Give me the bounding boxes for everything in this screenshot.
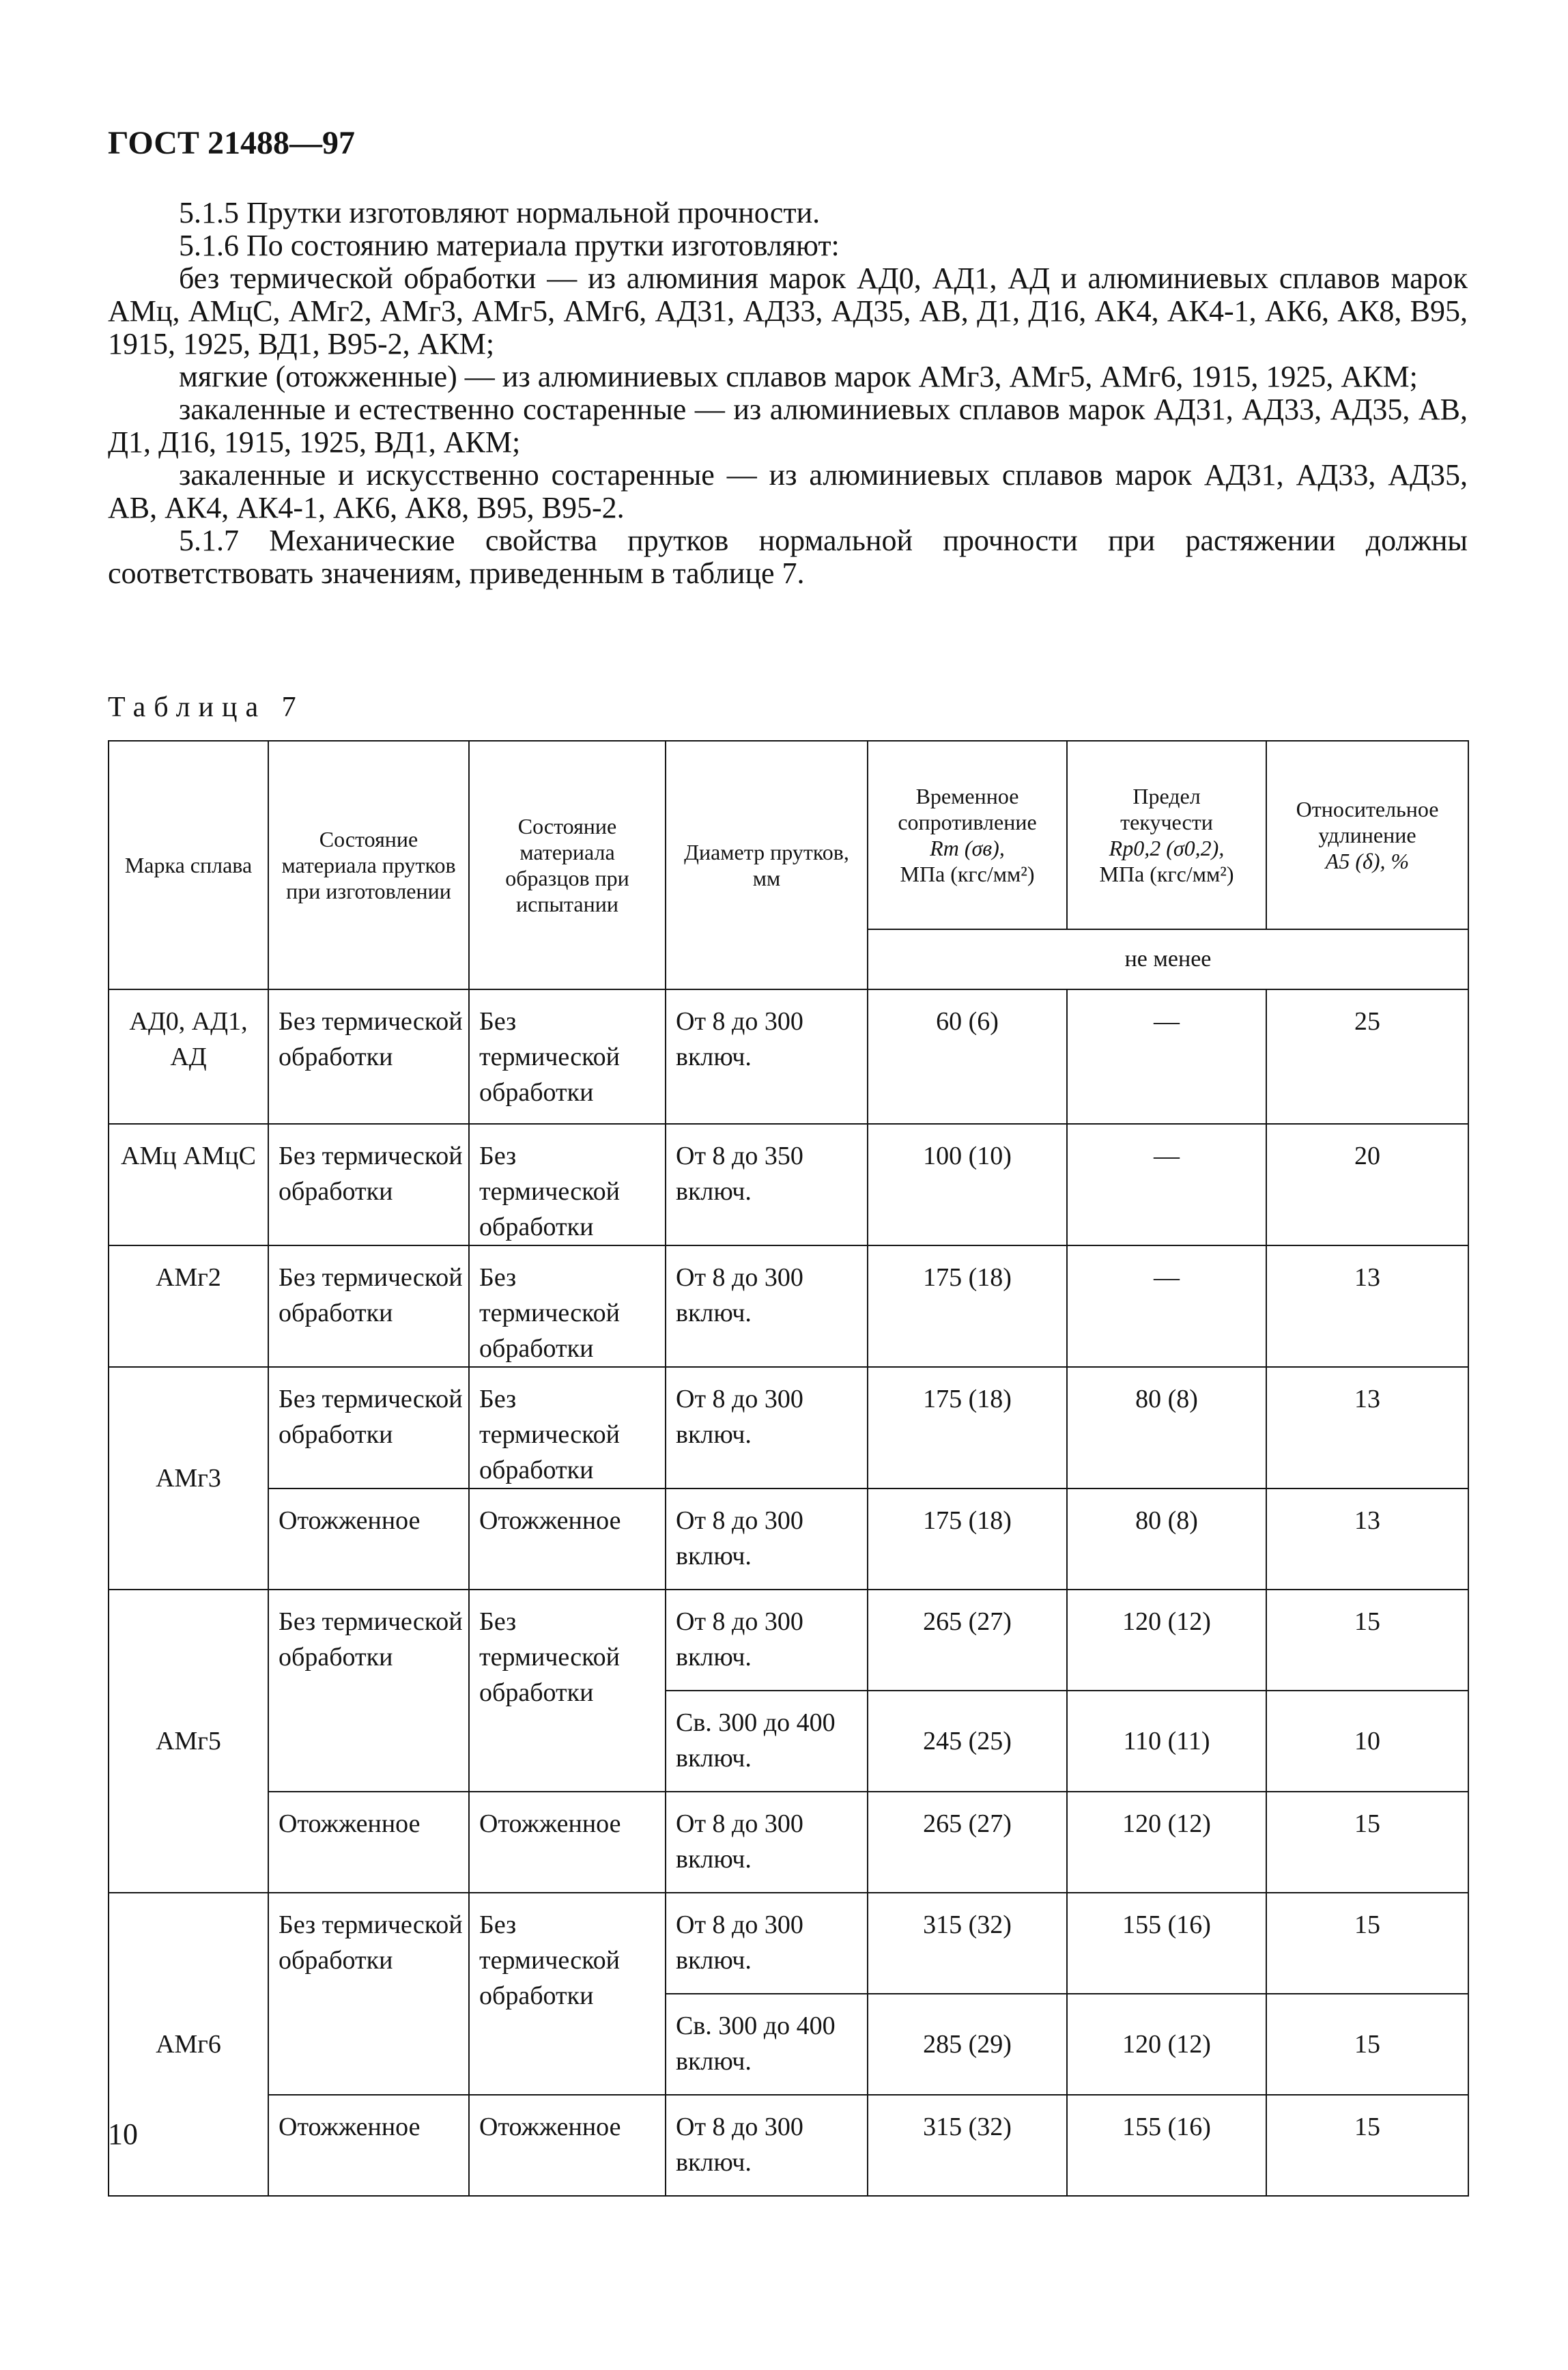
table-row xyxy=(109,1245,1468,1367)
paragraph: 5.1.5 Прутки изготовляют нормальной прочности. xyxy=(179,196,821,229)
cell-rp: 110 (11) xyxy=(1067,1691,1266,1792)
cell-diameter: Св. 300 до 400 включ. xyxy=(666,1994,868,2095)
cell-rp: 80 (8) xyxy=(1067,1489,1266,1590)
header-state-manufacture: Состояние материала прутков при изготовлении xyxy=(268,741,469,989)
cell-a5: 13 xyxy=(1266,1367,1468,1489)
paragraph: 5.1.7 Механические свойства прутков нормальной прочности при растяжении должны соответствовать значениям, приведенным в таблице 7. xyxy=(108,524,1468,590)
cell-state-manufacture: Без термической обработки xyxy=(268,1124,469,1245)
cell-a5: 15 xyxy=(1266,2095,1468,2196)
table-row xyxy=(109,2095,1468,2196)
cell-state-test: Отожженное xyxy=(469,2095,666,2196)
table-row xyxy=(109,1124,1468,1245)
cell-state-manufacture: Отожженное xyxy=(268,1489,469,1590)
cell-state-manufacture: Без термической обработки xyxy=(268,1590,469,1792)
cell-state-manufacture: Без термической обработки xyxy=(268,1367,469,1489)
cell-grade: АД0, АД1, АД xyxy=(109,989,268,1124)
cell-a5: 15 xyxy=(1266,1994,1468,2095)
table-row xyxy=(109,1893,1468,1994)
cell-state-manufacture: Без термической обработки xyxy=(268,989,469,1124)
cell-rm: 265 (27) xyxy=(868,1590,1067,1691)
cell-diameter: От 8 до 300 включ. xyxy=(666,1893,868,1994)
paragraph: 5.1.6 По состоянию материала прутки изготовляют: xyxy=(179,229,840,262)
cell-rm: 175 (18) xyxy=(868,1367,1067,1489)
cell-a5: 25 xyxy=(1266,989,1468,1124)
header-tensile: Временное сопротивление Rm (σв), МПа (кгс/мм²) xyxy=(868,741,1067,929)
header-diameter: Диаметр прутков, мм xyxy=(666,741,868,989)
table-row xyxy=(109,1367,1468,1489)
cell-grade: АМг3 xyxy=(109,1367,268,1590)
cell-state-manufacture: Отожженное xyxy=(268,1792,469,1893)
cell-state-manufacture: Без термической обработки xyxy=(268,1893,469,2095)
cell-diameter: От 8 до 300 включ. xyxy=(666,989,868,1124)
header-grade: Марка сплава xyxy=(109,741,268,989)
table-caption: Таблица 7 xyxy=(108,692,304,723)
cell-diameter: От 8 до 300 включ. xyxy=(666,1367,868,1489)
paragraph: закаленные и естественно состаренные — из алюминиевых сплавов марок АД31, АД33, АД35, АВ, Д1, Д16, 1915, 1925, ВД1, АКМ; xyxy=(108,393,1468,459)
cell-state-test: Без термической обработки xyxy=(469,1590,666,1792)
cell-rm: 175 (18) xyxy=(868,1489,1067,1590)
properties-table xyxy=(108,740,1469,2197)
table-row xyxy=(109,989,1468,1124)
cell-a5: 15 xyxy=(1266,1590,1468,1691)
table-row xyxy=(109,1590,1468,1691)
header-not-less: не менее xyxy=(868,929,1468,989)
cell-diameter: От 8 до 300 включ. xyxy=(666,1792,868,1893)
cell-state-manufacture: Без термической обработки xyxy=(268,1245,469,1367)
cell-rp: 80 (8) xyxy=(1067,1367,1266,1489)
cell-state-manufacture: Отожженное xyxy=(268,2095,469,2196)
cell-rm: 315 (32) xyxy=(868,2095,1067,2196)
cell-rm: 60 (6) xyxy=(868,989,1067,1124)
cell-rp: 120 (12) xyxy=(1067,1792,1266,1893)
cell-rm: 175 (18) xyxy=(868,1245,1067,1367)
paragraph: мягкие (отожженные) — из алюминиевых сплавов марок АМг3, АМг5, АМг6, 1915, 1925, АКМ; xyxy=(179,360,1418,393)
cell-diameter: От 8 до 350 включ. xyxy=(666,1124,868,1245)
cell-rp: 155 (16) xyxy=(1067,2095,1266,2196)
cell-a5: 13 xyxy=(1266,1489,1468,1590)
cell-diameter: От 8 до 300 включ. xyxy=(666,1590,868,1691)
paragraph: без термической обработки — из алюминия марок АД0, АД1, АД и алюминиевых сплавов марок АМц, АМцС, АМг2, АМг3, АМг5, АМг6, АД31, АД33, АД35, АВ, Д1, Д16, АК4, АК4-1, АК6, АК8, В95, 1915, 1925, ВД1, В95-2, АКМ; xyxy=(108,262,1468,361)
cell-rm: 245 (25) xyxy=(868,1691,1067,1792)
cell-a5: 20 xyxy=(1266,1124,1468,1245)
cell-rp: 155 (16) xyxy=(1067,1893,1266,1994)
cell-a5: 13 xyxy=(1266,1245,1468,1367)
cell-diameter: Св. 300 до 400 включ. xyxy=(666,1691,868,1792)
cell-grade: АМц АМцС xyxy=(109,1124,268,1245)
cell-rp: — xyxy=(1067,1245,1266,1367)
paragraph: закаленные и искусственно состаренные — из алюминиевых сплавов марок АД31, АД33, АД35, АВ, АК4, АК4-1, АК6, АК8, В95, В95-2. xyxy=(108,458,1468,524)
cell-state-test: Без термической обработки xyxy=(469,1124,666,1245)
cell-state-test: Отожженное xyxy=(469,1489,666,1590)
cell-state-test: Без термической обработки xyxy=(469,1245,666,1367)
cell-rp: 120 (12) xyxy=(1067,1590,1266,1691)
cell-rm: 100 (10) xyxy=(868,1124,1067,1245)
cell-state-test: Без термической обработки xyxy=(469,1367,666,1489)
body-text xyxy=(108,197,1468,590)
cell-a5: 10 xyxy=(1266,1691,1468,1792)
cell-rm: 265 (27) xyxy=(868,1792,1067,1893)
cell-diameter: От 8 до 300 включ. xyxy=(666,1245,868,1367)
cell-a5: 15 xyxy=(1266,1792,1468,1893)
document-header: ГОСТ 21488—97 xyxy=(108,125,355,161)
cell-diameter: От 8 до 300 включ. xyxy=(666,2095,868,2196)
cell-rm: 315 (32) xyxy=(868,1893,1067,1994)
cell-rp: 120 (12) xyxy=(1067,1994,1266,2095)
cell-grade: АМг5 xyxy=(109,1590,268,1893)
header-yield: Предел текучести Rp0,2 (σ0,2), МПа (кгс/мм²) xyxy=(1067,741,1266,929)
cell-diameter: От 8 до 300 включ. xyxy=(666,1489,868,1590)
cell-grade: АМг2 xyxy=(109,1245,268,1367)
cell-a5: 15 xyxy=(1266,1893,1468,1994)
cell-state-test: Без термической обработки xyxy=(469,989,666,1124)
cell-rp: — xyxy=(1067,1124,1266,1245)
cell-rp: — xyxy=(1067,989,1266,1124)
cell-state-test: Отожженное xyxy=(469,1792,666,1893)
table-row xyxy=(109,1489,1468,1590)
header-elongation: Относительное удлинение A5 (δ), % xyxy=(1266,741,1468,929)
page-number: 10 xyxy=(108,2117,138,2151)
cell-rm: 285 (29) xyxy=(868,1994,1067,2095)
cell-state-test: Без термической обработки xyxy=(469,1893,666,2095)
header-state-test: Состояние материала образцов при испытании xyxy=(469,741,666,989)
table-row xyxy=(109,1792,1468,1893)
cell-grade: АМг6 xyxy=(109,1893,268,2196)
